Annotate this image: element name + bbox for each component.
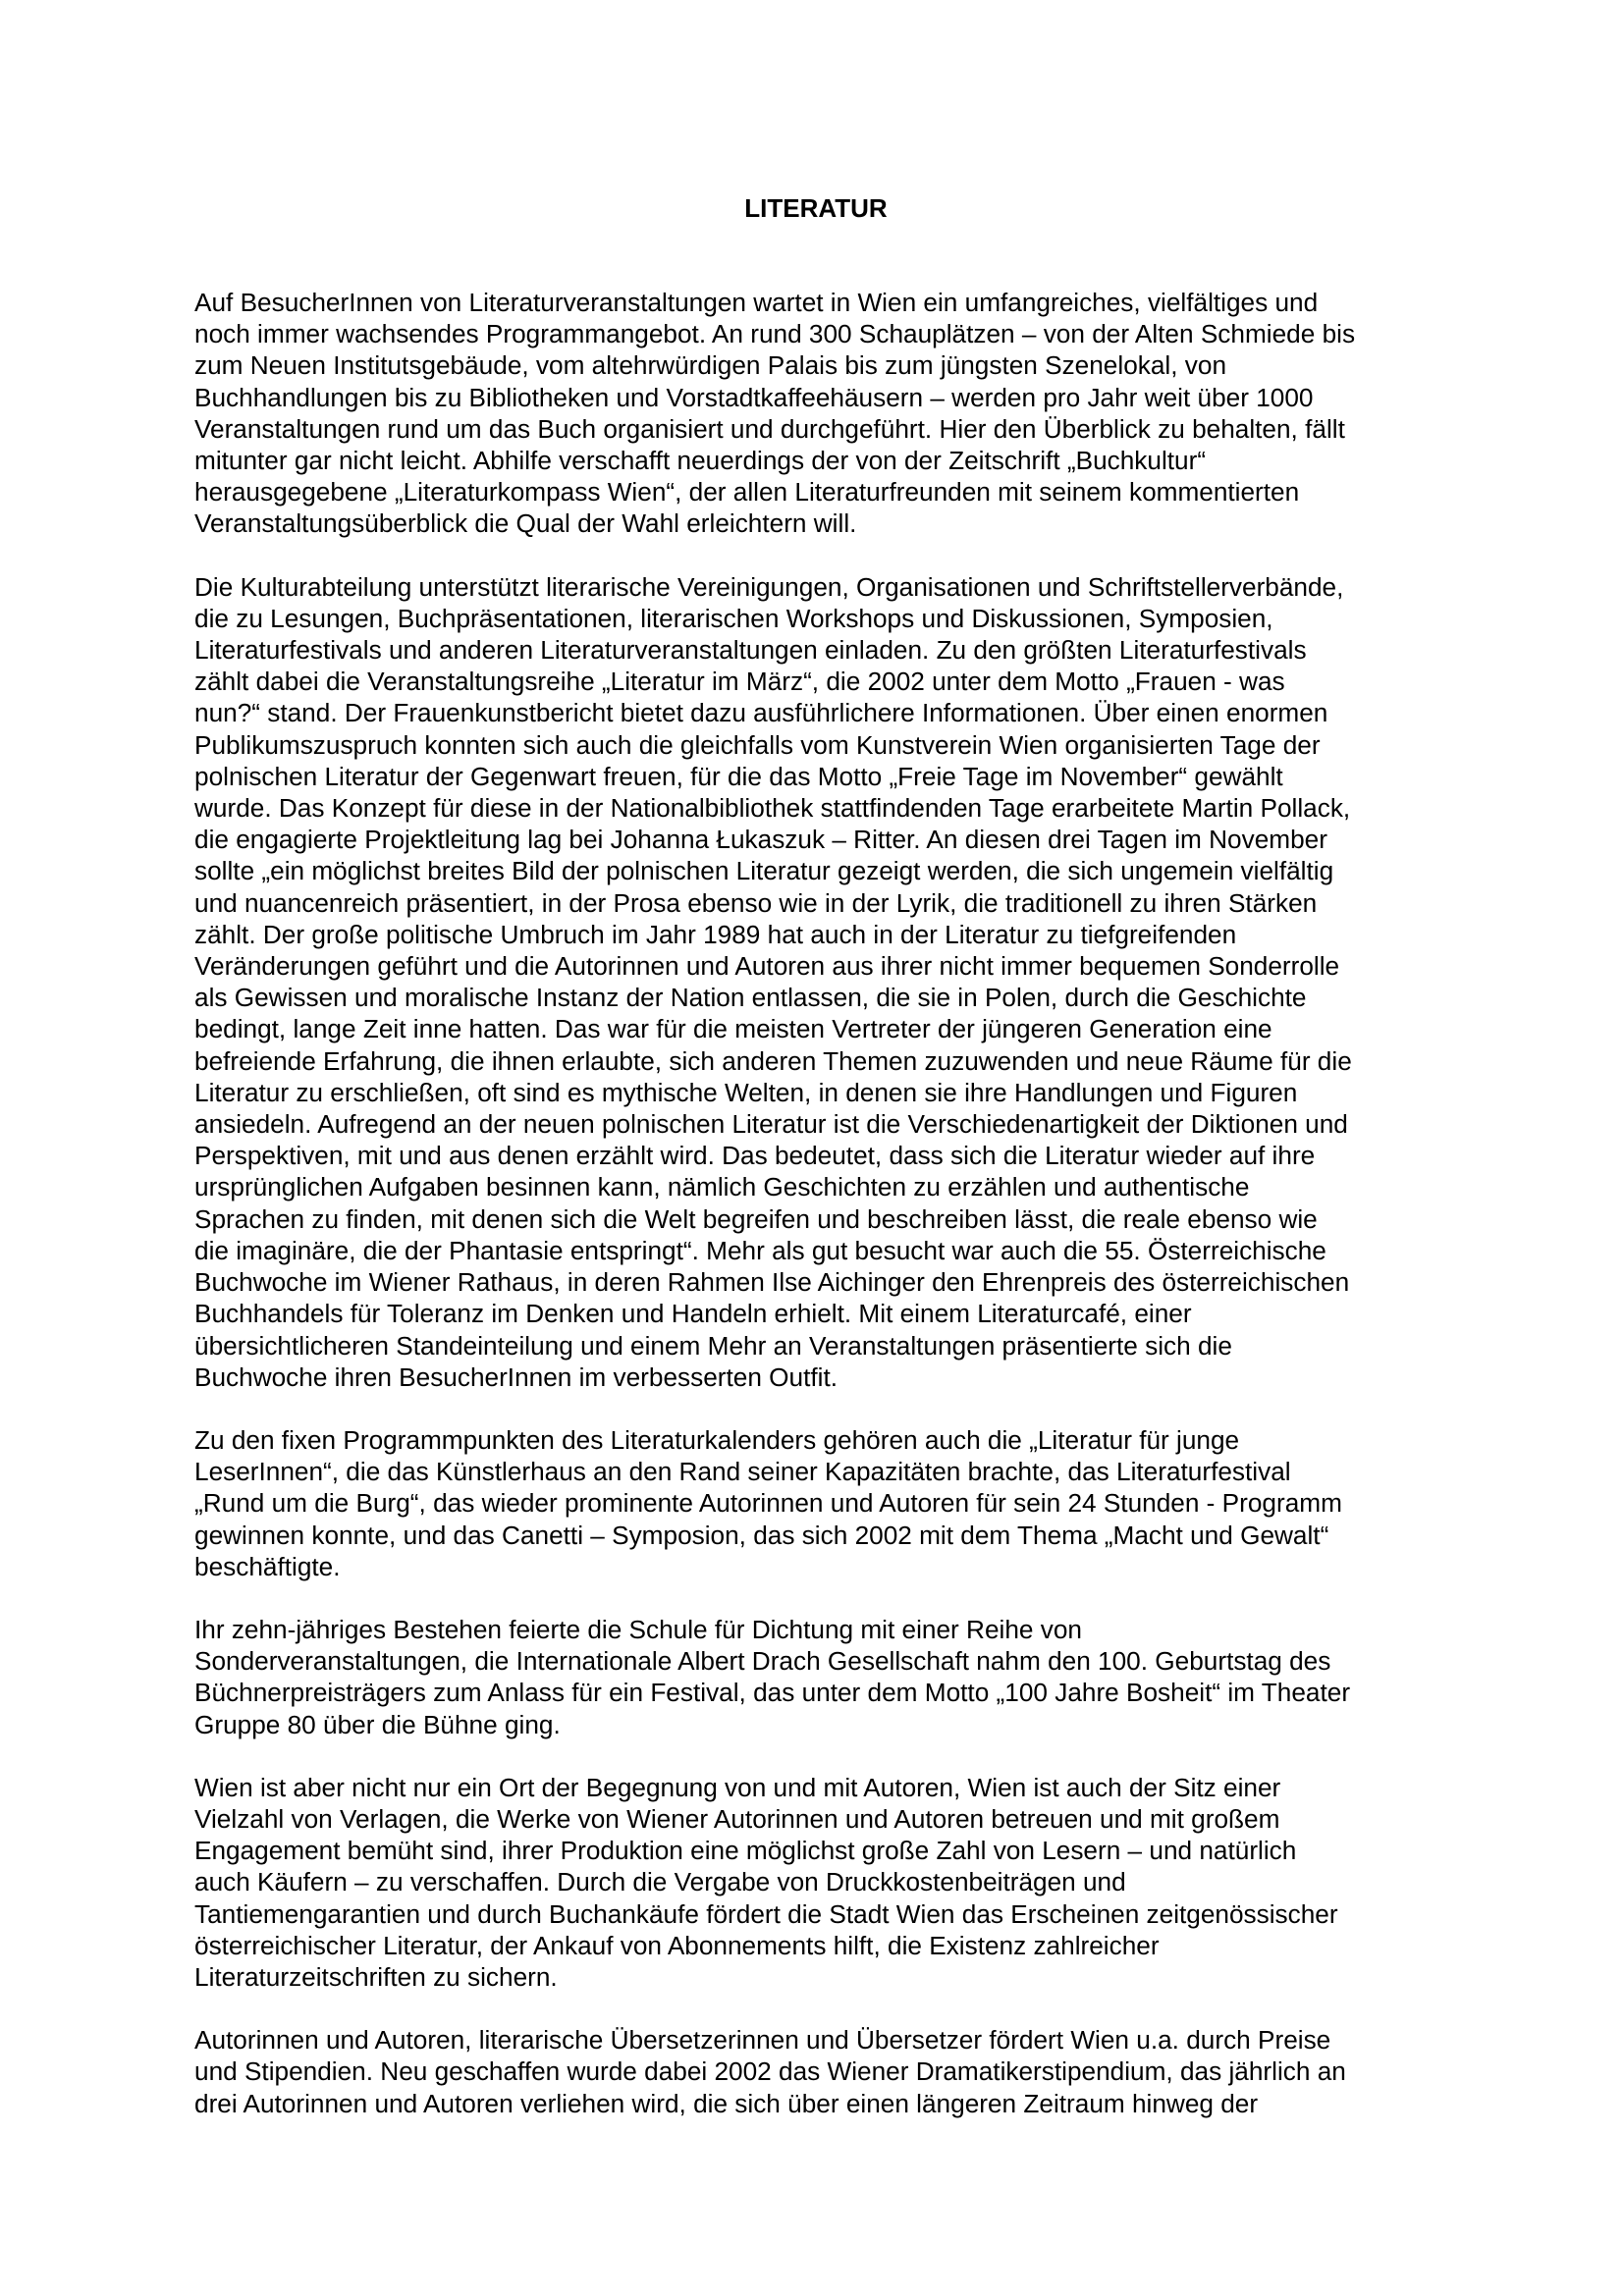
paragraph-programmpunkte: Zu den fixen Programmpunkten des Literaturkalenders gehören auch die „Literatur für junge LeserInnen“, die das Künstlerhaus an den Rand seiner Kapazitäten brachte, das Literaturfestival „Rund um die Burg“, das wieder prominente Autorinnen und Autoren für sein 24 Stunden - Programm gewinnen konnte, und das Canetti – Symposion, das sich 2002 mit dem Thema „Macht und Gewalt“ beschäftigte.: [194, 1424, 1342, 1581]
paragraph-preise-stipendien: Autorinnen und Autoren, literarische Übersetzerinnen und Übersetzer fördert Wien u.a. durch Preise und Stipendien. Neu geschaffen wurde dabei 2002 das Wiener Dramatikerstipendium, das jährlich an drei Autorinnen und Autoren verliehen wird, die sich über einen längeren Zeitraum hinweg der: [194, 2025, 1346, 2118]
document-body: [194, 287, 1441, 2151]
paragraph-verlage: Wien ist aber nicht nur ein Ort der Begegnung von und mit Autoren, Wien ist auch der Sitz einer Vielzahl von Verlagen, die Werke von Wiener Autorinnen und Autoren betreuen und mit großem Engagement bemüht sind, ihrer Produktion eine möglichst große Zahl von Lesern – und natürlich auch Käufern – zu verschaffen. Durch die Vergabe von Druckkostenbeiträgen und Tantiemengarantien und durch Buchankäufe fördert die Stadt Wien das Erscheinen zeitgenössischer österreichischer Literatur, der Ankauf von Abonnements hilft, die Existenz zahlreicher Literaturzeitschriften zu sichern.: [194, 1772, 1338, 1992]
paragraph-schule-fuer-dichtung: Ihr zehn-jähriges Bestehen feierte die Schule für Dichtung mit einer Reihe von Sonderveranstaltungen, die Internationale Albert Drach Gesellschaft nahm den 100. Geburtstag des Büchnerpreisträgers zum Anlass für ein Festival, das unter dem Motto „100 Jahre Bosheit“ im Theater Gruppe 80 über die Bühne ging.: [194, 1614, 1351, 1739]
page-title: LITERATUR: [744, 193, 888, 223]
paragraph-intro: Auf BesucherInnen von Literaturveranstaltungen wartet in Wien ein umfangreiches, vielfältiges und noch immer wachsendes Programmangebot. An rund 300 Schauplätzen – von der Alten Schmiede bis zum Neuen Institutsgebäude, vom altehrwürdigen Palais bis zum jüngsten Szenelokal, von Buchhandlungen bis zu Bibliotheken und Vorstadtkaffeehäusern – werden pro Jahr weit über 1000 Veranstaltungen rund um das Buch organisiert und durchgeführt. Hier den Überblick zu behalten, fällt mitunter gar nicht leicht. Abhilfe verschafft neuerdings der von der Zeitschrift „Buchkultur“ herausgegebene „Literaturkompass Wien“, der allen Literaturfreunden mit seinem kommentierten Veranstaltungsüberblick die Qual der Wahl erleichtern will.: [194, 288, 1356, 539]
paragraph-kulturabteilung: Die Kulturabteilung unterstützt literarische Vereinigungen, Organisationen und Schriftstellerverbände, die zu Lesungen, Buchpräsentationen, literarischen Workshops und Diskussionen, Symposien, Literaturfestivals und anderen Literaturveranstaltungen einladen. Zu den größten Literaturfestivals zählt dabei die Veranstaltungsreihe „Literatur im März“, die 2002 unter dem Motto „Frauen - was nun?“ stand. Der Frauenkunstbericht bietet dazu ausführlichere Informationen. Über einen enormen Publikumszuspruch konnten sich auch die gleichfalls vom Kunstverein Wien organisierten Tage der polnischen Literatur der Gegenwart freuen, für die das Motto „Freie Tage im November“ gewählt wurde. Das Konzept für diese in der Nationalbibliothek stattfindenden Tage erarbeitete Martin Pollack, die engagierte Projektleitung lag bei Johanna Łukaszuk – Ritter. An diesen drei Tagen im November sollte „ein möglichst breites Bild der polnischen Literatur gezeigt werden, die sich ungemein vielfältig und nuancenreich präsentiert, in der Prosa ebenso wie in der Lyrik, die traditionell zu ihren Stärken zählt. Der große politische Umbruch im Jahr 1989 hat auch in der Literatur zu tiefgreifenden Veränderungen geführt und die Autorinnen und Autoren aus ihrer nicht immer bequemen Sonderrolle als Gewissen und moralische Instanz der Nation entlassen, die sie in Polen, durch die Geschichte bedingt, lange Zeit inne hatten. Das war für die meisten Vertreter der jüngeren Generation eine befreiende Erfahrung, die ihnen erlaubte, sich anderen Themen zuzuwenden und neue Räume für die Literatur zu erschließen, oft sind es mythische Welten, in denen sie ihre Handlungen und Figuren ansiedeln. Aufregend an der neuen polnischen Literatur ist die Verschiedenartigkeit der Diktionen und Perspektiven, mit und aus denen erzählt wird. Das bedeutet, dass sich die Literatur wieder auf ihre ursprünglichen Aufgaben besinnen kann, nämlich Geschichten zu erzählen und authentische Sprachen zu finden, mit denen sich die Welt begreifen und beschreiben lässt, die reale ebenso wie die imaginäre, die der Phantasie entspringt“. Mehr als gut besucht war auch die 55. Österreichische Buchwoche im Wiener Rathaus, in deren Rahmen Ilse Aichinger den Ehrenpreis des österreichischen Buchhandels für Toleranz im Denken und Handeln erhielt. Mit einem Literaturcafé, einer übersichtlicheren Standeinteilung und einem Mehr an Veranstaltungen präsentierte sich die Buchwoche ihren BesucherInnen im verbesserten Outfit.: [194, 571, 1352, 1392]
